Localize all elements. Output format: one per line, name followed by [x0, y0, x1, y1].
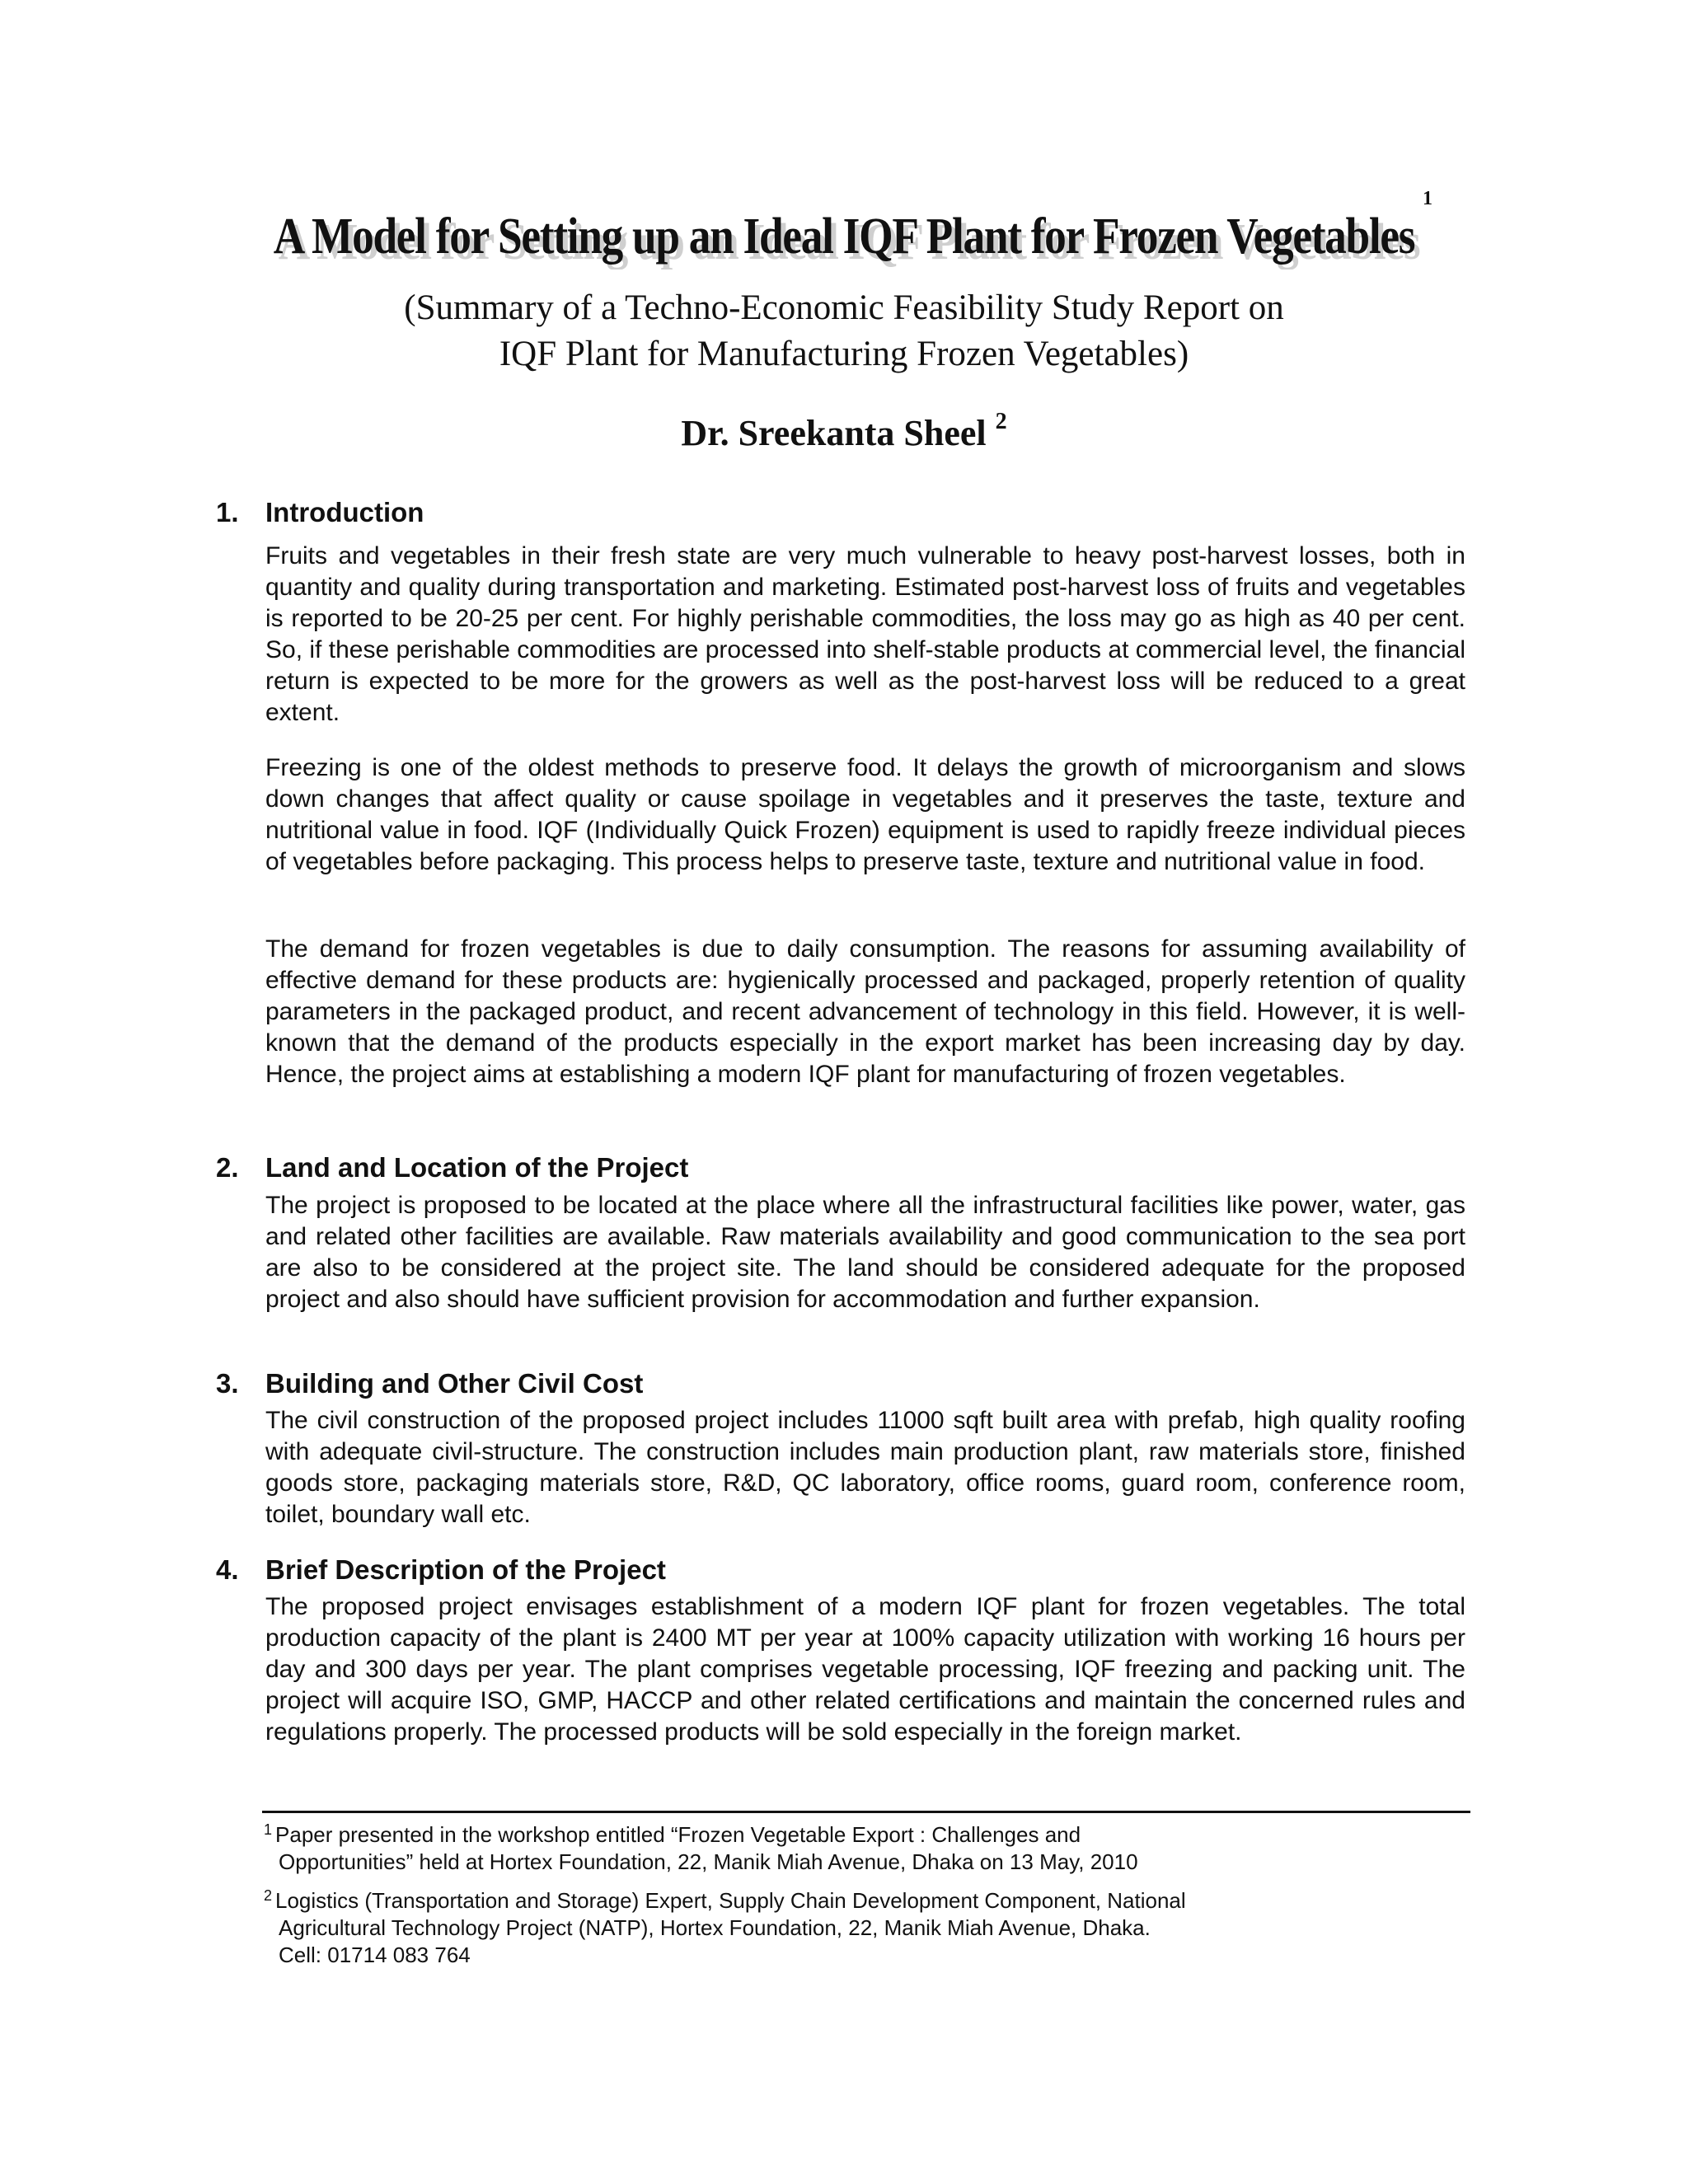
subtitle-line: IQF Plant for Manufacturing Frozen Vegetables)	[499, 335, 1189, 373]
footnote-line: Agricultural Technology Project (NATP), Hortex Foundation, 22, Manik Miah Avenue, Dhaka.	[279, 1915, 1151, 1940]
document-subtitle	[0, 285, 1688, 377]
footnote-line	[264, 1887, 1368, 1915]
section-heading-land-location	[216, 1152, 688, 1183]
footnote-line: Cell: 01714 083 764	[279, 1943, 471, 1967]
footnote-mark: 1	[264, 1821, 273, 1838]
author-footnote-mark: 2	[995, 409, 1007, 434]
section-title: Brief Description of the Project	[265, 1554, 666, 1585]
section-heading-building-civil-cost	[216, 1368, 643, 1399]
footnote-divider	[262, 1811, 1470, 1813]
footnote-line: Opportunities” held at Hortex Foundation, 22, Manik Miah Avenue, Dhaka on 13 May, 2010	[279, 1849, 1138, 1874]
paragraph: Fruits and vegetables in their fresh state are very much vulnerable to heavy post-harvest losses, both in quantity and quality during transportation and marketing. Estimated post-harvest loss of fruits and vegetables is reported to be 20-25 per cent. For highly perishable commodities, the loss may go as high as 40 per cent. So, if these perishable commodities are processed into shelf-stable products at commercial level, the financial return is expected to be more for the growers as well as the post-harvest loss will be reduced to a great extent.	[265, 542, 1465, 726]
subtitle-line: (Summary of a Techno-Economic Feasibility Study Report on	[404, 288, 1284, 327]
author-name: Dr. Sreekanta Sheel	[681, 413, 987, 453]
section-title: Introduction	[265, 497, 424, 527]
footnote-2	[264, 1887, 1368, 1969]
page-number: 1	[1423, 188, 1432, 209]
paragraph: Freezing is one of the oldest methods to preserve food. It delays the growth of microorganism and slows down changes that affect quality or cause spoilage in vegetables and it preserves the taste, texture and nutritional value in food. IQF (Individually Quick Frozen) equipment is used to rapidly freeze individual pieces of vegetables before packaging. This process helps to preserve taste, texture and nutritional value in food.	[265, 754, 1465, 875]
document-title: A Model for Setting up an Ideal IQF Plant for Frozen Vegetables	[273, 209, 1415, 265]
footnote-1	[264, 1821, 1368, 1876]
section-number: 3.	[216, 1368, 239, 1399]
paragraph: The demand for frozen vegetables is due to daily consumption. The reasons for assuming availability of effective demand for these products are: hygienically processed and packaged, properly retention of quality parameters in the packaged product, and recent advancement of technology in this field. However, it is well-known that the demand of the products especially in the export market has been increasing day by day. Hence, the project aims at establishing a modern IQF plant for manufacturing of frozen vegetables.	[265, 935, 1465, 1088]
section-heading-project-description	[216, 1554, 666, 1586]
section-number: 4.	[216, 1554, 239, 1585]
section-number: 2.	[216, 1152, 239, 1183]
footnote-text: Paper presented in the workshop entitled “Frozen Vegetable Export : Challenges and	[275, 1822, 1081, 1847]
footnote-mark: 2	[264, 1887, 273, 1904]
paragraph: The project is proposed to be located at the place where all the infrastructural facilities like power, water, gas and related other facilities are available. Raw materials availability and good communication to the sea port are also to be considered at the project site. The land should be considered adequate for the proposed project and also should have sufficient provision for accommodation and further expansion.	[265, 1192, 1465, 1313]
author	[0, 409, 1688, 454]
footnote-line	[264, 1821, 1368, 1849]
section-heading-introduction	[216, 497, 424, 528]
paragraph: The proposed project envisages establishment of a modern IQF plant for frozen vegetables. The total production capacity of the plant is 2400 MT per year at 100% capacity utilization with working 16 hours per day and 300 days per year. The plant comprises vegetable processing, IQF freezing and packing unit. The project will acquire ISO, GMP, HACCP and other related certifications and maintain the concerned rules and regulations properly. The processed products will be sold especially in the foreign market.	[265, 1593, 1465, 1746]
section-title: Building and Other Civil Cost	[265, 1368, 644, 1399]
section-title: Land and Location of the Project	[265, 1152, 689, 1183]
section-number: 1.	[216, 497, 239, 527]
paragraph: The civil construction of the proposed project includes 11000 sqft built area with prefab, high quality roofing with adequate civil-structure. The construction includes main production plant, raw materials store, finished goods store, packaging materials store, R&D, QC laboratory, office rooms, guard room, conference room, toilet, boundary wall etc.	[265, 1407, 1465, 1528]
footnote-text: Logistics (Transportation and Storage) Expert, Supply Chain Development Component, National	[275, 1888, 1186, 1913]
